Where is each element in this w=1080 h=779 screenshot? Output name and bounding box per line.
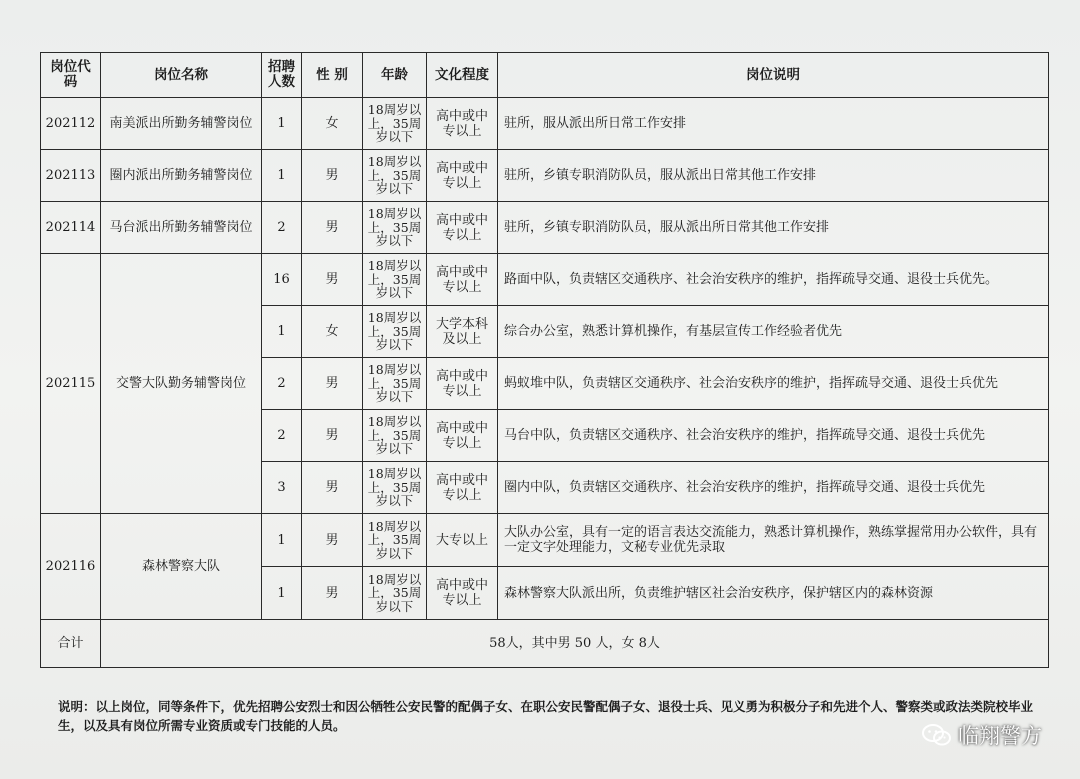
table-row xyxy=(41,514,1049,567)
cell-age: 18周岁以上，35周岁以下 xyxy=(363,410,427,462)
cell-description: 森林警察大队派出所，负责维护辖区社会治安秩序，保护辖区内的森林资源 xyxy=(498,567,1049,620)
header-name: 岗位名称 xyxy=(101,53,262,98)
cell-gender: 男 xyxy=(302,462,363,514)
cell-gender: 男 xyxy=(302,358,363,410)
cell-gender: 男 xyxy=(302,202,363,254)
cell-age: 18周岁以上，35周岁以下 xyxy=(363,358,427,410)
cell-age: 18周岁以上，35周岁以下 xyxy=(363,254,427,306)
cell-description: 驻所，乡镇专职消防队员，服从派出所日常其他工作安排 xyxy=(498,202,1049,254)
cell-description: 蚂蚁堆中队，负责辖区交通秩序、社会治安秩序的维护，指挥疏导交通、退役士兵优先 xyxy=(498,358,1049,410)
cell-education: 高中或中专以上 xyxy=(427,567,498,620)
cell-count: 2 xyxy=(262,358,302,410)
header-age: 年龄 xyxy=(363,53,427,98)
cell-code: 202114 xyxy=(41,202,101,254)
recruitment-table xyxy=(40,52,1049,668)
table-row xyxy=(41,254,1049,306)
header-education: 文化程度 xyxy=(427,53,498,98)
cell-name: 南美派出所勤务辅警岗位 xyxy=(101,98,262,150)
table-row xyxy=(41,150,1049,202)
cell-count: 3 xyxy=(262,462,302,514)
footnote: 说明：以上岗位，同等条件下，优先招聘公安烈士和因公牺牲公安民警的配偶子女、在职公安民警配偶子女、退役士兵、见义勇为积极分子和先进个人、警察类或政法类院校毕业生，以及具有岗位所需专业资质或专门技能的人员。 xyxy=(58,699,1034,733)
cell-count: 16 xyxy=(262,254,302,306)
total-label: 合计 xyxy=(41,620,101,668)
cell-code: 202116 xyxy=(41,514,101,620)
cell-age: 18周岁以上，35周岁以下 xyxy=(363,306,427,358)
header-description: 岗位说明 xyxy=(498,53,1049,98)
cell-gender: 男 xyxy=(302,567,363,620)
total-row xyxy=(41,620,1049,668)
cell-name: 交警大队勤务辅警岗位 xyxy=(101,254,262,514)
header-count: 招聘人数 xyxy=(262,53,302,98)
cell-age: 18周岁以上，35周岁以下 xyxy=(363,462,427,514)
cell-gender: 男 xyxy=(302,514,363,567)
cell-education: 高中或中专以上 xyxy=(427,462,498,514)
cell-age: 18周岁以上，35周岁以下 xyxy=(363,98,427,150)
total-value: 58人，其中男 50 人，女 8人 xyxy=(101,620,1049,668)
cell-age: 18周岁以上，35周岁以下 xyxy=(363,567,427,620)
cell-education: 高中或中专以上 xyxy=(427,98,498,150)
cell-count: 1 xyxy=(262,514,302,567)
cell-gender: 男 xyxy=(302,410,363,462)
cell-description: 驻所，服从派出所日常工作安排 xyxy=(498,98,1049,150)
cell-description: 综合办公室，熟悉计算机操作，有基层宣传工作经验者优先 xyxy=(498,306,1049,358)
cell-gender: 女 xyxy=(302,98,363,150)
cell-education: 高中或中专以上 xyxy=(427,254,498,306)
cell-age: 18周岁以上，35周岁以下 xyxy=(363,150,427,202)
cell-code: 202115 xyxy=(41,254,101,514)
cell-education: 高中或中专以上 xyxy=(427,202,498,254)
cell-count: 1 xyxy=(262,150,302,202)
wechat-icon xyxy=(922,723,952,747)
cell-education: 大学本科及以上 xyxy=(427,306,498,358)
cell-education: 高中或中专以上 xyxy=(427,150,498,202)
cell-description: 马台中队，负责辖区交通秩序、社会治安秩序的维护，指挥疏导交通、退役士兵优先 xyxy=(498,410,1049,462)
table-header-row xyxy=(41,53,1049,98)
cell-count: 1 xyxy=(262,98,302,150)
cell-name: 圈内派出所勤务辅警岗位 xyxy=(101,150,262,202)
header-code: 岗位代码 xyxy=(41,53,101,98)
cell-count: 2 xyxy=(262,410,302,462)
cell-age: 18周岁以上，35周岁以下 xyxy=(363,202,427,254)
header-gender: 性 别 xyxy=(302,53,363,98)
cell-education: 大专以上 xyxy=(427,514,498,567)
cell-code: 202113 xyxy=(41,150,101,202)
cell-description: 驻所，乡镇专职消防队员，服从派出日常其他工作安排 xyxy=(498,150,1049,202)
cell-gender: 男 xyxy=(302,150,363,202)
table-row xyxy=(41,98,1049,150)
cell-count: 1 xyxy=(262,306,302,358)
cell-name: 森林警察大队 xyxy=(101,514,262,620)
account-watermark xyxy=(922,721,1042,749)
cell-description: 大队办公室，具有一定的语言表达交流能力，熟悉计算机操作，熟练掌握常用办公软件，具有一定文字处理能力，文秘专业优先录取 xyxy=(498,514,1049,567)
cell-count: 2 xyxy=(262,202,302,254)
cell-education: 高中或中专以上 xyxy=(427,358,498,410)
cell-education: 高中或中专以上 xyxy=(427,410,498,462)
cell-gender: 男 xyxy=(302,254,363,306)
cell-age: 18周岁以上，35周岁以下 xyxy=(363,514,427,567)
table-row xyxy=(41,202,1049,254)
cell-name: 马台派出所勤务辅警岗位 xyxy=(101,202,262,254)
cell-description: 圈内中队，负责辖区交通秩序、社会治安秩序的维护，指挥疏导交通、退役士兵优先 xyxy=(498,462,1049,514)
watermark-text: 临翔警方 xyxy=(958,724,1042,748)
cell-gender: 女 xyxy=(302,306,363,358)
cell-count: 1 xyxy=(262,567,302,620)
cell-description: 路面中队，负责辖区交通秩序、社会治安秩序的维护，指挥疏导交通、退役士兵优先。 xyxy=(498,254,1049,306)
cell-code: 202112 xyxy=(41,98,101,150)
